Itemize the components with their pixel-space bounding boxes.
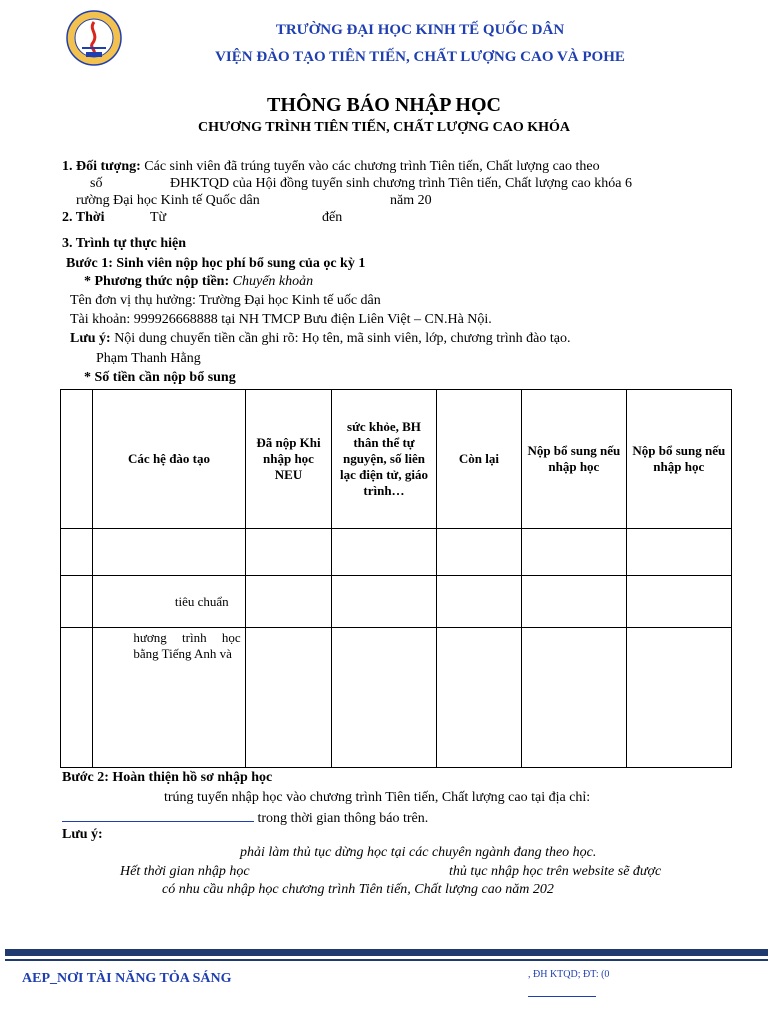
section1-line3b: năm 20 (390, 193, 432, 208)
notes-line2b: thủ tục nhập học trên website sẽ được (449, 864, 662, 879)
university-name: TRƯỜNG ĐẠI HỌC KINH TẾ QUỐC DÂN (275, 22, 565, 38)
address-link[interactable] (62, 807, 254, 822)
transfer-note (70, 331, 571, 347)
section2-from: Từ (150, 210, 167, 225)
footer-bar-thin (5, 959, 768, 961)
table-header-cell (61, 390, 93, 529)
contact-name: Phạm Thanh Hằng (96, 351, 201, 366)
section1-label: 1. Đối tượng: (62, 159, 141, 174)
payment-method-value: Chuyển khoản (232, 274, 314, 289)
step1-label: Bước 1: Sinh viên nộp học phí bổ sung của ọc kỳ 1 (66, 256, 366, 271)
payment-method (84, 274, 313, 290)
program-english: hương trình học bằng Tiếng Anh và (93, 628, 245, 768)
section3-label: 3. Trình tự thực hiện (62, 236, 187, 251)
institute-name: VIỆN ĐÀO TẠO TIÊN TIẾN, CHẤT LƯỢNG CAO VÀ POHE (215, 49, 625, 65)
section1-line2b: ĐHKTQD của Hội đồng tuyển sinh chương trình Tiên tiến, Chất lượng cao khóa 6 (170, 176, 632, 191)
table-row (61, 628, 732, 768)
table-header-cell: Các hệ đào tạo (93, 390, 245, 529)
university-logo (66, 10, 122, 66)
step2-label: Bước 2: Hoàn thiện hồ sơ nhập học (62, 770, 273, 785)
step2-line2-text: trong thời gian thông báo trên. (257, 811, 429, 826)
page-subtitle: CHƯƠNG TRÌNH TIÊN TIẾN, CHẤT LƯỢNG CAO KHÓA (197, 120, 571, 135)
bank-account: Tài khoản: 999926668888 tại NH TMCP Bưu điện Liên Việt – CN.Hà Nội. (70, 312, 492, 327)
table-header-cell: sức khỏe, BH thân thể tự nguyện, số liên lạc điện tử, giáo trình… (332, 390, 436, 529)
section2-label: 2. Thời (62, 210, 105, 225)
section1-text1: Các sinh viên đã trúng tuyển vào các chương trình Tiên tiến, Chất lượng cao theo (144, 159, 600, 174)
payment-method-label: * Phương thức nộp tiền: (84, 274, 230, 289)
footer-link-underline[interactable] (528, 996, 596, 997)
amount-label: * Số tiền cần nộp bổ sung (84, 370, 236, 385)
notes-line2a: Hết thời gian nhập học (120, 864, 250, 879)
notes-label: Lưu ý: (62, 827, 103, 842)
step2-line1: trúng tuyển nhập học vào chương trình Tiên tiến, Chất lượng cao tại địa chỉ: (164, 790, 591, 805)
section2-to: đến (322, 210, 343, 225)
section1-line3a: rường Đại học Kinh tế Quốc dân (76, 193, 260, 208)
program-standard: tiêu chuẩn (93, 576, 245, 628)
footer-slogan: AEP_NƠI TÀI NĂNG TỎA SÁNG (22, 971, 232, 986)
step2-line2 (62, 807, 428, 827)
table-header-cell: Nộp bổ sung nếu nhập học (522, 390, 626, 529)
page-title: THÔNG BÁO NHẬP HỌC (267, 94, 501, 116)
section1-line2a: số (90, 176, 103, 191)
transfer-note-text: Nội dung chuyển tiền cần ghi rõ: Họ tên, mã sinh viên, lớp, chương trình đào tạo. (114, 331, 571, 346)
table-row (61, 576, 732, 628)
transfer-note-label: Lưu ý: (70, 331, 111, 346)
fee-table (60, 389, 732, 768)
table-header-cell: Đã nộp Khi nhập học NEU (245, 390, 332, 529)
table-header-row (61, 390, 732, 529)
notes-line3: có nhu cầu nhập học chương trình Tiên tiến, Chất lượng cao năm 202 (162, 882, 554, 897)
table-row (61, 529, 732, 576)
section1-line1 (62, 159, 600, 175)
footer-bar (5, 949, 768, 956)
footer-contact: , ĐH KTQD; ĐT: (0 (528, 969, 610, 980)
table-header-cell: Còn lại (436, 390, 522, 529)
beneficiary: Tên đơn vị thụ hưởng: Trường Đại học Kinh tế uốc dân (70, 293, 381, 308)
table-header-cell: Nộp bổ sung nếu nhập học (626, 390, 731, 529)
notes-line1: phải làm thủ tục dừng học tại các chuyên ngành đang theo học. (240, 845, 597, 860)
